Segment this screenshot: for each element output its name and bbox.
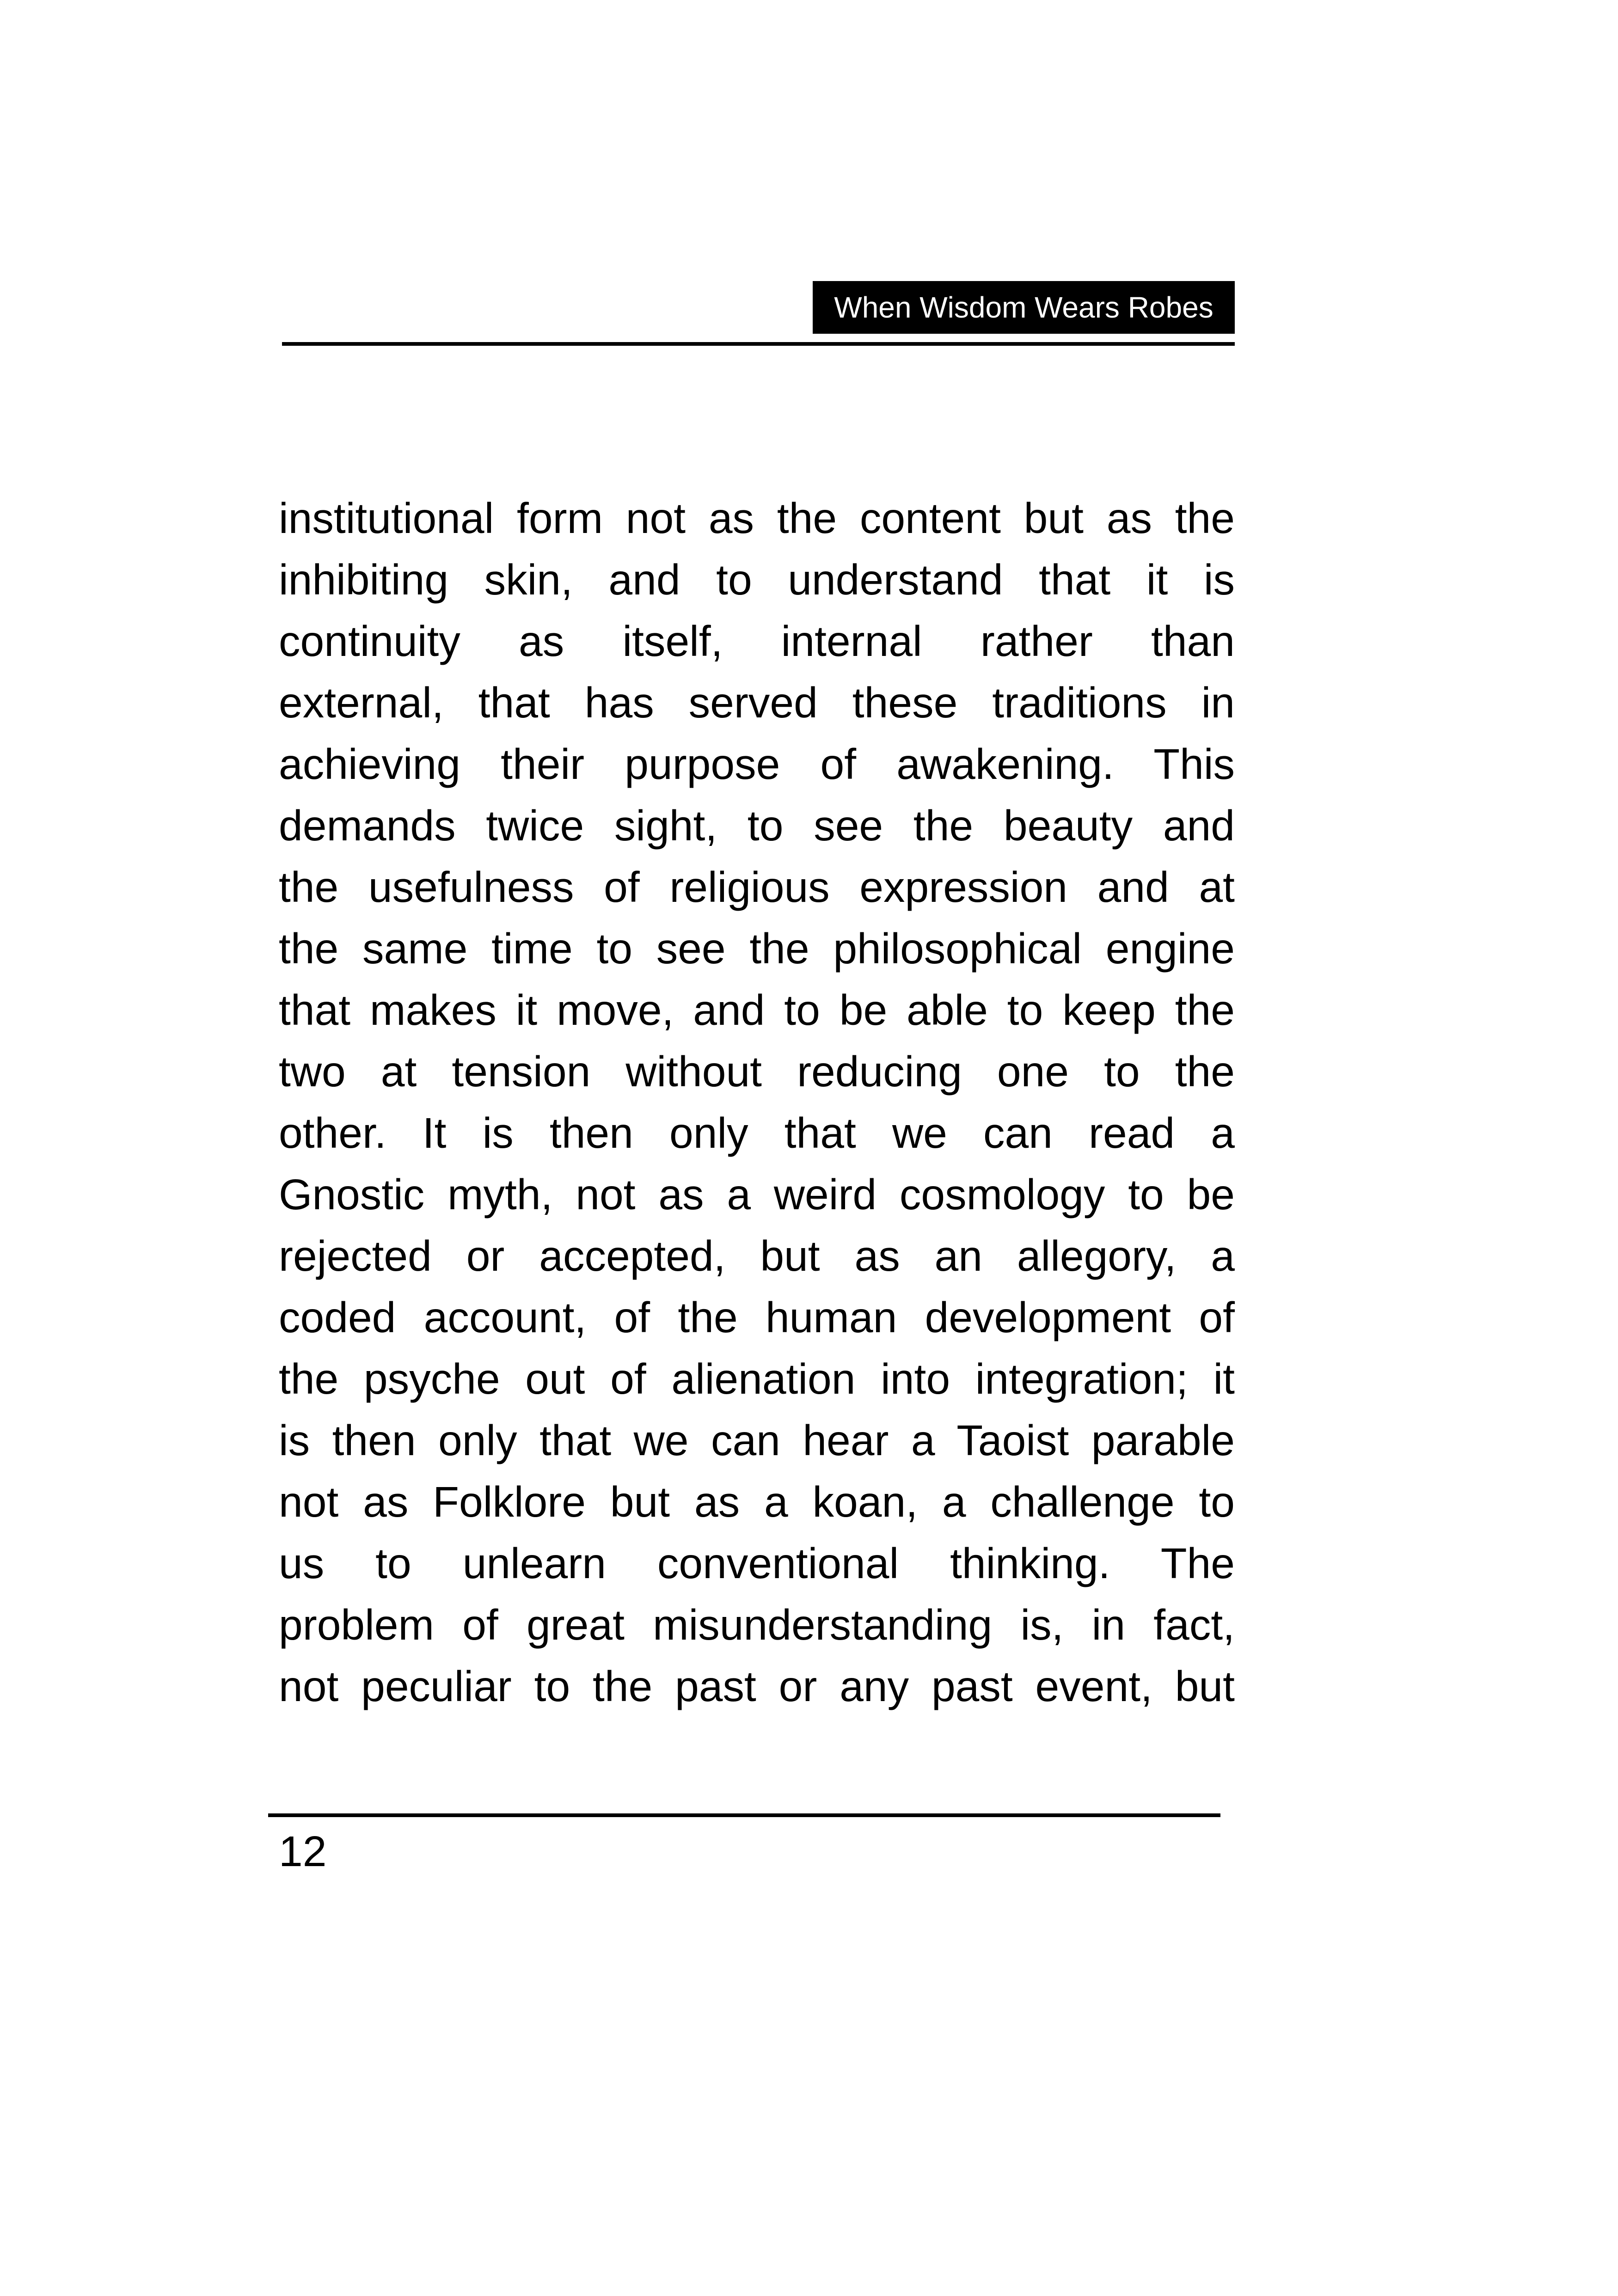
body-line: coded account, of the human development of xyxy=(279,1293,1235,1341)
body-line: us to unlearn conventional thinking. The xyxy=(279,1539,1235,1587)
footer-rule xyxy=(268,1813,1220,1817)
body-line: Gnostic myth, not as a weird cosmology to be xyxy=(279,1170,1235,1218)
body-line: the usefulness of religious expression and at xyxy=(279,863,1235,911)
body-line: not as Folklore but as a koan, a challenge to xyxy=(279,1478,1235,1526)
header-rule xyxy=(282,342,1235,346)
body-line: inhibiting skin, and to understand that it is xyxy=(279,556,1235,604)
body-line: the same time to see the philosophical engine xyxy=(279,925,1235,973)
body-line: continuity as itself, internal rather than xyxy=(279,617,1235,665)
body-line: two at tension without reducing one to the xyxy=(279,1047,1235,1096)
body-line: other. It is then only that we can read a xyxy=(279,1109,1235,1157)
body-line: is then only that we can hear a Taoist parable xyxy=(279,1416,1235,1464)
body-line: problem of great misunderstanding is, in fact, xyxy=(279,1601,1235,1649)
running-header-title: When Wisdom Wears Robes xyxy=(813,281,1235,334)
body-line: institutional form not as the content but as the xyxy=(279,494,1235,542)
body-line: external, that has served these traditions in xyxy=(279,679,1235,727)
body-line: the psyche out of alienation into integration; it xyxy=(279,1355,1235,1403)
body-line: rejected or accepted, but as an allegory, a xyxy=(279,1232,1235,1280)
page-number: 12 xyxy=(279,1827,327,1875)
body-line: not peculiar to the past or any past event, but xyxy=(279,1662,1235,1710)
body-line: that makes it move, and to be able to keep the xyxy=(279,986,1235,1034)
body-line: demands twice sight, to see the beauty and xyxy=(279,802,1235,850)
body-text xyxy=(279,488,1235,1717)
body-line: achieving their purpose of awakening. This xyxy=(279,740,1235,788)
